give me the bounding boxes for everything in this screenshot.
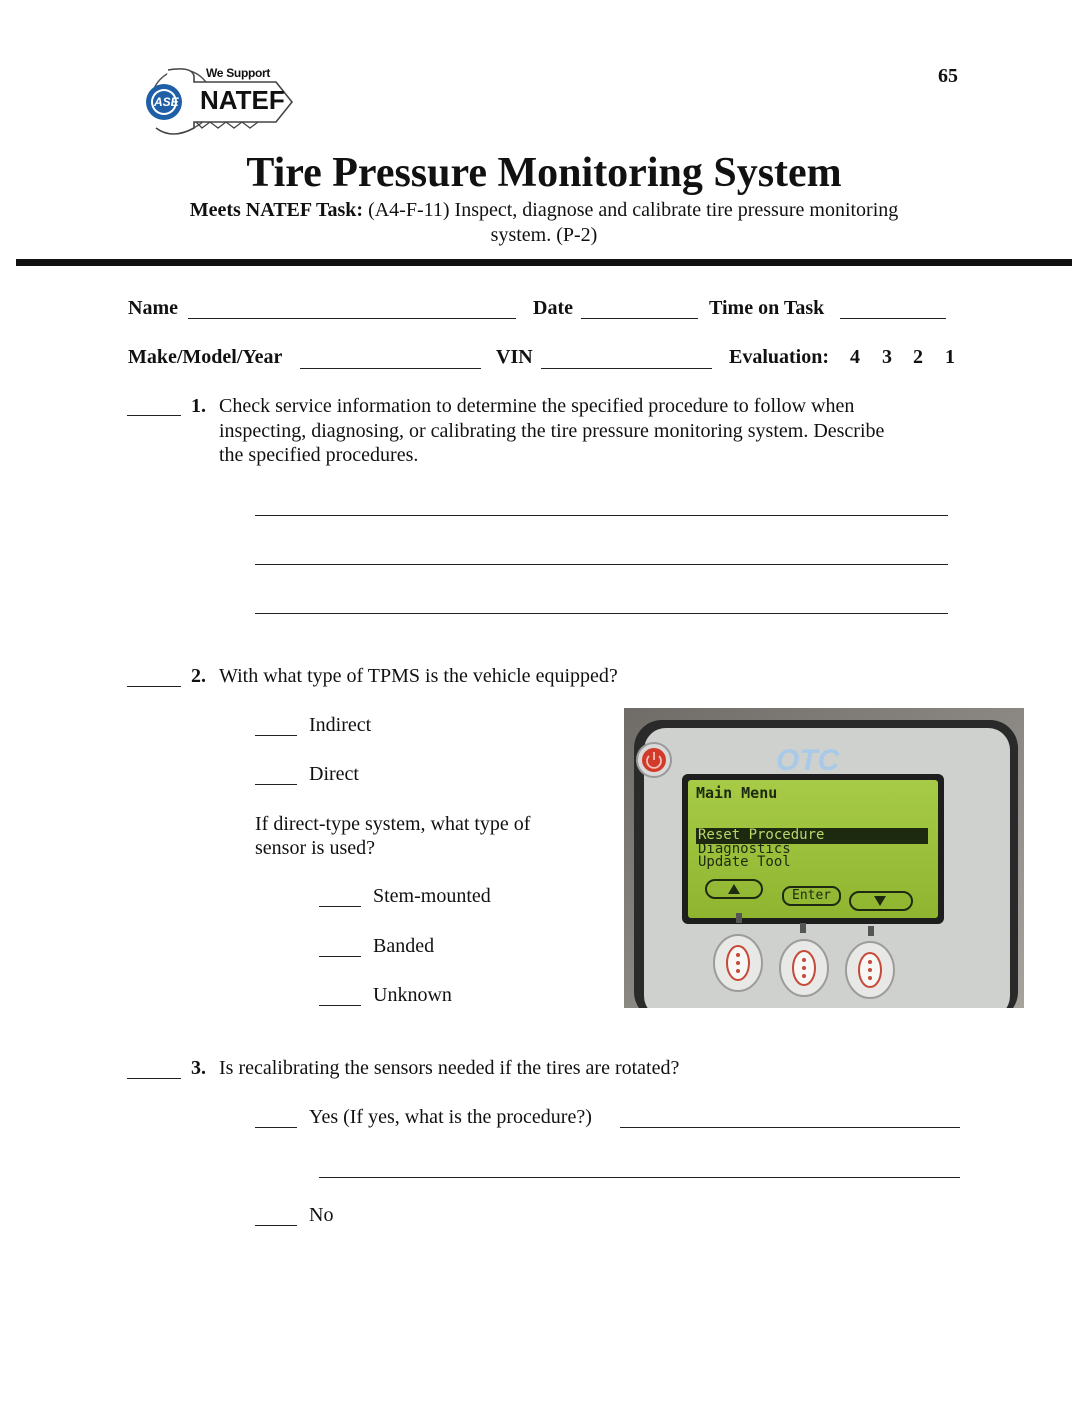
time-field[interactable] bbox=[840, 318, 946, 319]
task-label: Meets NATEF Task: bbox=[189, 199, 364, 221]
evaluation-label: Evaluation: bbox=[729, 346, 830, 368]
option-stem-mounted: Stem-mounted bbox=[373, 885, 491, 907]
evaluation-score[interactable]: 1 bbox=[945, 346, 955, 368]
tool-menu-item: Diagnostics bbox=[698, 841, 791, 857]
task-text-2: system. (P-2) bbox=[490, 224, 598, 246]
q2-followup-1: If direct-type system, what type of bbox=[255, 813, 531, 835]
evaluation-score[interactable]: 2 bbox=[913, 346, 923, 368]
page-title: Tire Pressure Monitoring System bbox=[246, 150, 842, 196]
name-label: Name bbox=[128, 297, 178, 319]
logo-support-text: We Support bbox=[206, 66, 271, 80]
q1-check-blank[interactable] bbox=[127, 415, 181, 416]
vin-label: VIN bbox=[496, 346, 533, 368]
unknown-blank[interactable] bbox=[319, 1005, 361, 1006]
q3-check-blank[interactable] bbox=[127, 1078, 181, 1079]
q1-answer-line[interactable] bbox=[255, 564, 948, 565]
time-label: Time on Task bbox=[709, 297, 825, 319]
option-no: No bbox=[309, 1204, 334, 1226]
option-banded: Banded bbox=[373, 935, 435, 957]
tool-menu-item: Update Tool bbox=[698, 854, 791, 870]
yes-blank[interactable] bbox=[255, 1127, 297, 1128]
tpms-tool-photo bbox=[624, 708, 1024, 1008]
indirect-blank[interactable] bbox=[255, 735, 297, 736]
q2-check-blank[interactable] bbox=[127, 686, 181, 687]
tool-menu-title: Main Menu bbox=[696, 784, 778, 802]
q2-followup-2: sensor is used? bbox=[255, 837, 375, 859]
make-label: Make/Model/Year bbox=[128, 346, 283, 368]
banded-blank[interactable] bbox=[319, 956, 361, 957]
q1-number: 1. bbox=[191, 395, 206, 417]
q2-number: 2. bbox=[191, 665, 206, 687]
q1-text-3: the specified procedures. bbox=[219, 444, 419, 466]
option-yes: Yes (If yes, what is the procedure?) bbox=[309, 1106, 592, 1128]
tool-menu-item: Reset Procedure bbox=[698, 827, 825, 843]
option-unknown: Unknown bbox=[373, 984, 452, 1006]
tool-enter-key: Enter bbox=[782, 886, 841, 906]
yes-procedure-line[interactable] bbox=[319, 1177, 960, 1178]
logo-badge-text: ASE bbox=[154, 95, 179, 109]
evaluation-score[interactable]: 3 bbox=[882, 346, 892, 368]
task-line-1 bbox=[0, 198, 1088, 223]
date-field[interactable] bbox=[581, 318, 698, 319]
q3-text: Is recalibrating the sensors needed if the tires are rotated? bbox=[219, 1057, 680, 1079]
tool-brand: OTC bbox=[776, 744, 840, 777]
stem-mounted-blank[interactable] bbox=[319, 906, 361, 907]
q1-text-2: inspecting, diagnosing, or calibrating the tire pressure monitoring system. Describe bbox=[219, 420, 885, 442]
option-indirect: Indirect bbox=[309, 714, 372, 736]
option-direct: Direct bbox=[309, 763, 359, 785]
vin-field[interactable] bbox=[541, 368, 712, 369]
no-blank[interactable] bbox=[255, 1225, 297, 1226]
direct-blank[interactable] bbox=[255, 784, 297, 785]
natef-logo bbox=[132, 62, 294, 142]
evaluation-score[interactable]: 4 bbox=[850, 346, 860, 368]
q3-number: 3. bbox=[191, 1057, 206, 1079]
page-number: 65 bbox=[938, 65, 958, 87]
q2-text: With what type of TPMS is the vehicle equipped? bbox=[219, 665, 618, 687]
q1-text-1: Check service information to determine the specified procedure to follow when bbox=[219, 395, 855, 417]
logo-brand-text: NATEF bbox=[200, 85, 285, 115]
q1-answer-line[interactable] bbox=[255, 613, 948, 614]
q1-answer-line[interactable] bbox=[255, 515, 948, 516]
header-divider bbox=[16, 259, 1072, 266]
name-field[interactable] bbox=[188, 318, 516, 319]
make-field[interactable] bbox=[300, 368, 481, 369]
yes-procedure-line[interactable] bbox=[620, 1127, 960, 1128]
date-label: Date bbox=[533, 297, 573, 319]
task-text-1: (A4-F-11) Inspect, diagnose and calibrate tire pressure monitoring bbox=[368, 199, 899, 221]
